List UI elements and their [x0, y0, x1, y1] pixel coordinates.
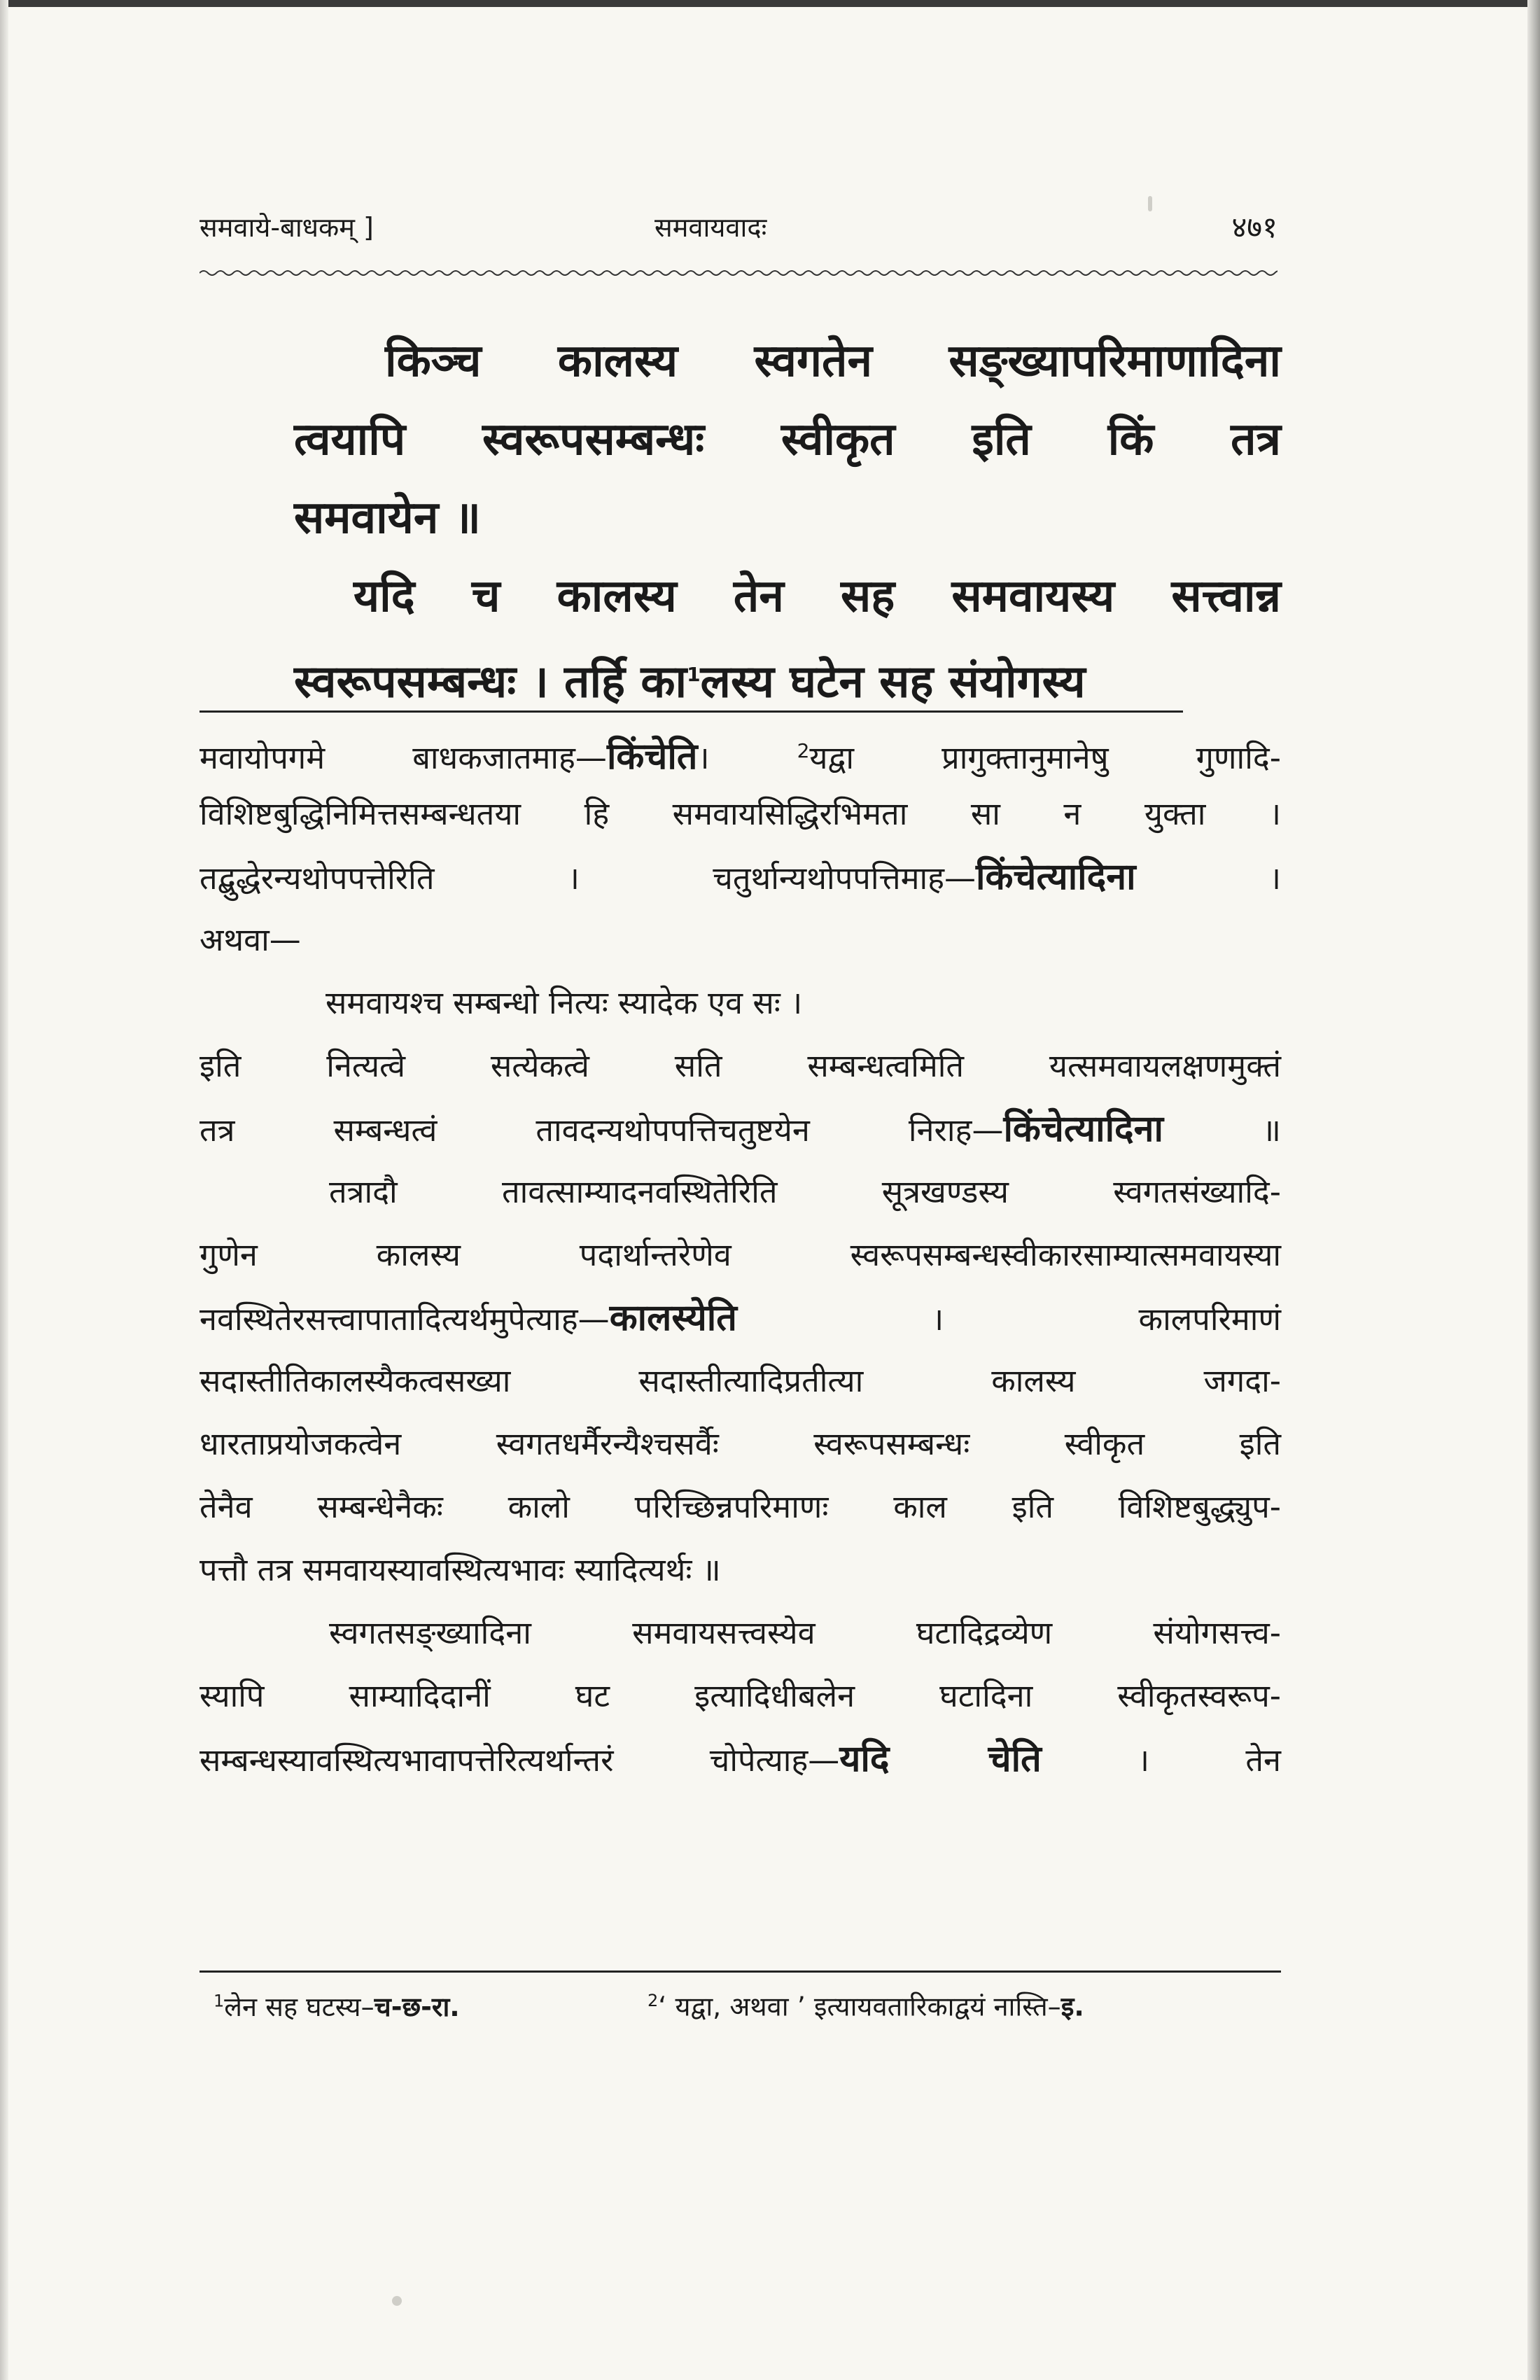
footnote-siglum: इ.	[1060, 1991, 1084, 2022]
pratika: किंचेत्यादिना	[1003, 1108, 1163, 1150]
mula-line: यदि च कालस्य तेन सह समवायस्य सत्त्वान्न	[354, 570, 1281, 622]
commentary-line: विशिष्टबुद्धिनिमित्तसम्बन्धतया हि समवायसिद्धिरभिमता सा न युक्ता ।	[200, 795, 1282, 832]
header-chapter-title: समवायवादः	[654, 212, 767, 243]
commentary-line	[200, 720, 1281, 783]
header-wavy-rule	[200, 266, 1278, 280]
commentary-line: तेनैव सम्बन्धेनैकः कालो परिच्छिन्नपरिमाणः काल इति विशिष्टबुद्ध्युप-	[200, 1488, 1281, 1525]
mula-separator-rule	[200, 710, 1183, 713]
text: नवस्थितेरसत्त्वापातादित्यर्थमुपेत्याह—	[200, 1301, 610, 1338]
page-number: ४७१	[1231, 210, 1278, 244]
footnote-marker: 1	[214, 1991, 225, 2010]
commentary-line: तत्रादौ तावत्साम्यादनवस्थितेरिति सूत्रखण्डस्य स्वगतसंख्यादि-	[329, 1173, 1281, 1210]
mula-text-part: स्वरूपसम्बन्धः । तर्हि का	[294, 656, 687, 708]
text: तत्र सम्बन्धत्वं तावदन्यथोपपत्तिचतुष्टयेन निराह—	[200, 1112, 1004, 1149]
text: । कालपरिमाणं	[736, 1301, 1281, 1338]
scan-speck	[1148, 196, 1152, 211]
running-header	[200, 203, 1278, 252]
pratika: यदि चेति	[839, 1738, 1042, 1780]
commentary-line	[200, 1098, 1281, 1161]
text: ।	[697, 739, 797, 776]
text: ।	[1135, 860, 1282, 897]
commentary-line	[200, 846, 1281, 909]
text: तद्बुद्धेरन्यथोपपत्तेरिति । चतुर्थान्यथोपपत्तिमाह—	[200, 860, 976, 897]
footnote-text: ‘ यद्वा, अथवा ’ इत्यायवतारिकाद्वयं नास्ति–	[658, 1991, 1061, 2022]
footnote-2	[648, 1980, 1084, 2028]
mula-text	[294, 322, 1281, 714]
scan-edge-top	[0, 0, 1540, 7]
footnote-1	[214, 1991, 460, 2022]
commentary-line	[200, 1287, 1281, 1350]
footnote-separator-rule	[200, 1970, 1281, 1973]
scan-edge-right	[1527, 0, 1540, 2380]
commentary-line: स्वगतसङ्ख्यादिना समवायसत्त्वस्येव घटादिद्रव्येण संयोगसत्त्व-	[329, 1614, 1281, 1651]
footnote-siglum: च-छ-रा.	[374, 1991, 460, 2022]
footnotes	[214, 1980, 1278, 2028]
text: मवायोपगमे बाधकजातमाह—	[200, 739, 607, 776]
mula-text-part: लस्य घटेन सह संयोगस्य	[700, 656, 1086, 708]
scan-edge-left	[0, 0, 8, 2380]
commentary-line: गुणेन कालस्य पदार्थान्तरेणेव स्वरूपसम्बन्धस्वीकारसाम्यात्समवायस्या	[200, 1236, 1281, 1273]
commentary-line: अथवा—	[200, 921, 301, 958]
header-section-title: समवाये-बाधकम् ]	[200, 212, 374, 243]
pratika: किंचेति	[606, 736, 698, 778]
text: यद्वा प्रागुक्तानुमानेषु गुणादि-	[809, 739, 1281, 776]
mula-line	[294, 636, 1281, 714]
commentary-line: पत्तौ तत्र समवायस्यावस्थित्यभावः स्यादित्यर्थः ॥	[200, 1551, 721, 1588]
commentary-text	[200, 720, 1281, 1791]
commentary-verse: समवायश्च सम्बन्धो नित्यः स्यादेक एव सः ।	[326, 984, 803, 1021]
text: । तेन	[1041, 1742, 1281, 1779]
mula-line: त्वयापि स्वरूपसम्बन्धः स्वीकृत इति किं तत्र	[294, 414, 1281, 465]
footnote-marker: 2	[797, 739, 810, 762]
pratika: किंचेत्यादिना	[976, 856, 1136, 898]
mula-line: किञ्च कालस्य स्वगतेन सङ्ख्यापरिमाणादिना	[385, 335, 1281, 387]
footnote-text: लेन सह घटस्य–	[224, 1991, 374, 2022]
commentary-line: धारताप्रयोजकत्वेन स्वगतधर्मैरन्यैश्चसर्वैः स्वरूपसम्बन्धः स्वीकृत इति	[200, 1425, 1281, 1462]
text: सम्बन्धस्यावस्थित्यभावापत्तेरित्यर्थान्तरं चोपेत्याह—	[200, 1742, 840, 1779]
commentary-line: स्यापि साम्यादिदानीं घट इत्यादिधीबलेन घटादिना स्वीकृतस्वरूप-	[200, 1677, 1281, 1714]
pratika: कालस्येति	[609, 1297, 737, 1339]
commentary-line	[200, 1728, 1281, 1791]
commentary-line: इति नित्यत्वे सत्येकत्वे सति सम्बन्धत्वमिति यत्समवायलक्षणमुक्तं	[200, 1047, 1281, 1084]
text: ॥	[1163, 1112, 1281, 1149]
scan-speck	[392, 2296, 402, 2306]
mula-line: समवायेन ॥	[294, 492, 481, 544]
footnote-marker: 2	[648, 1991, 659, 2010]
footnote-marker: 1	[687, 663, 701, 686]
commentary-line: सदास्तीतिकालस्यैकत्वसख्या सदास्तीत्यादिप्रतीत्या कालस्य जगदा-	[200, 1362, 1281, 1399]
